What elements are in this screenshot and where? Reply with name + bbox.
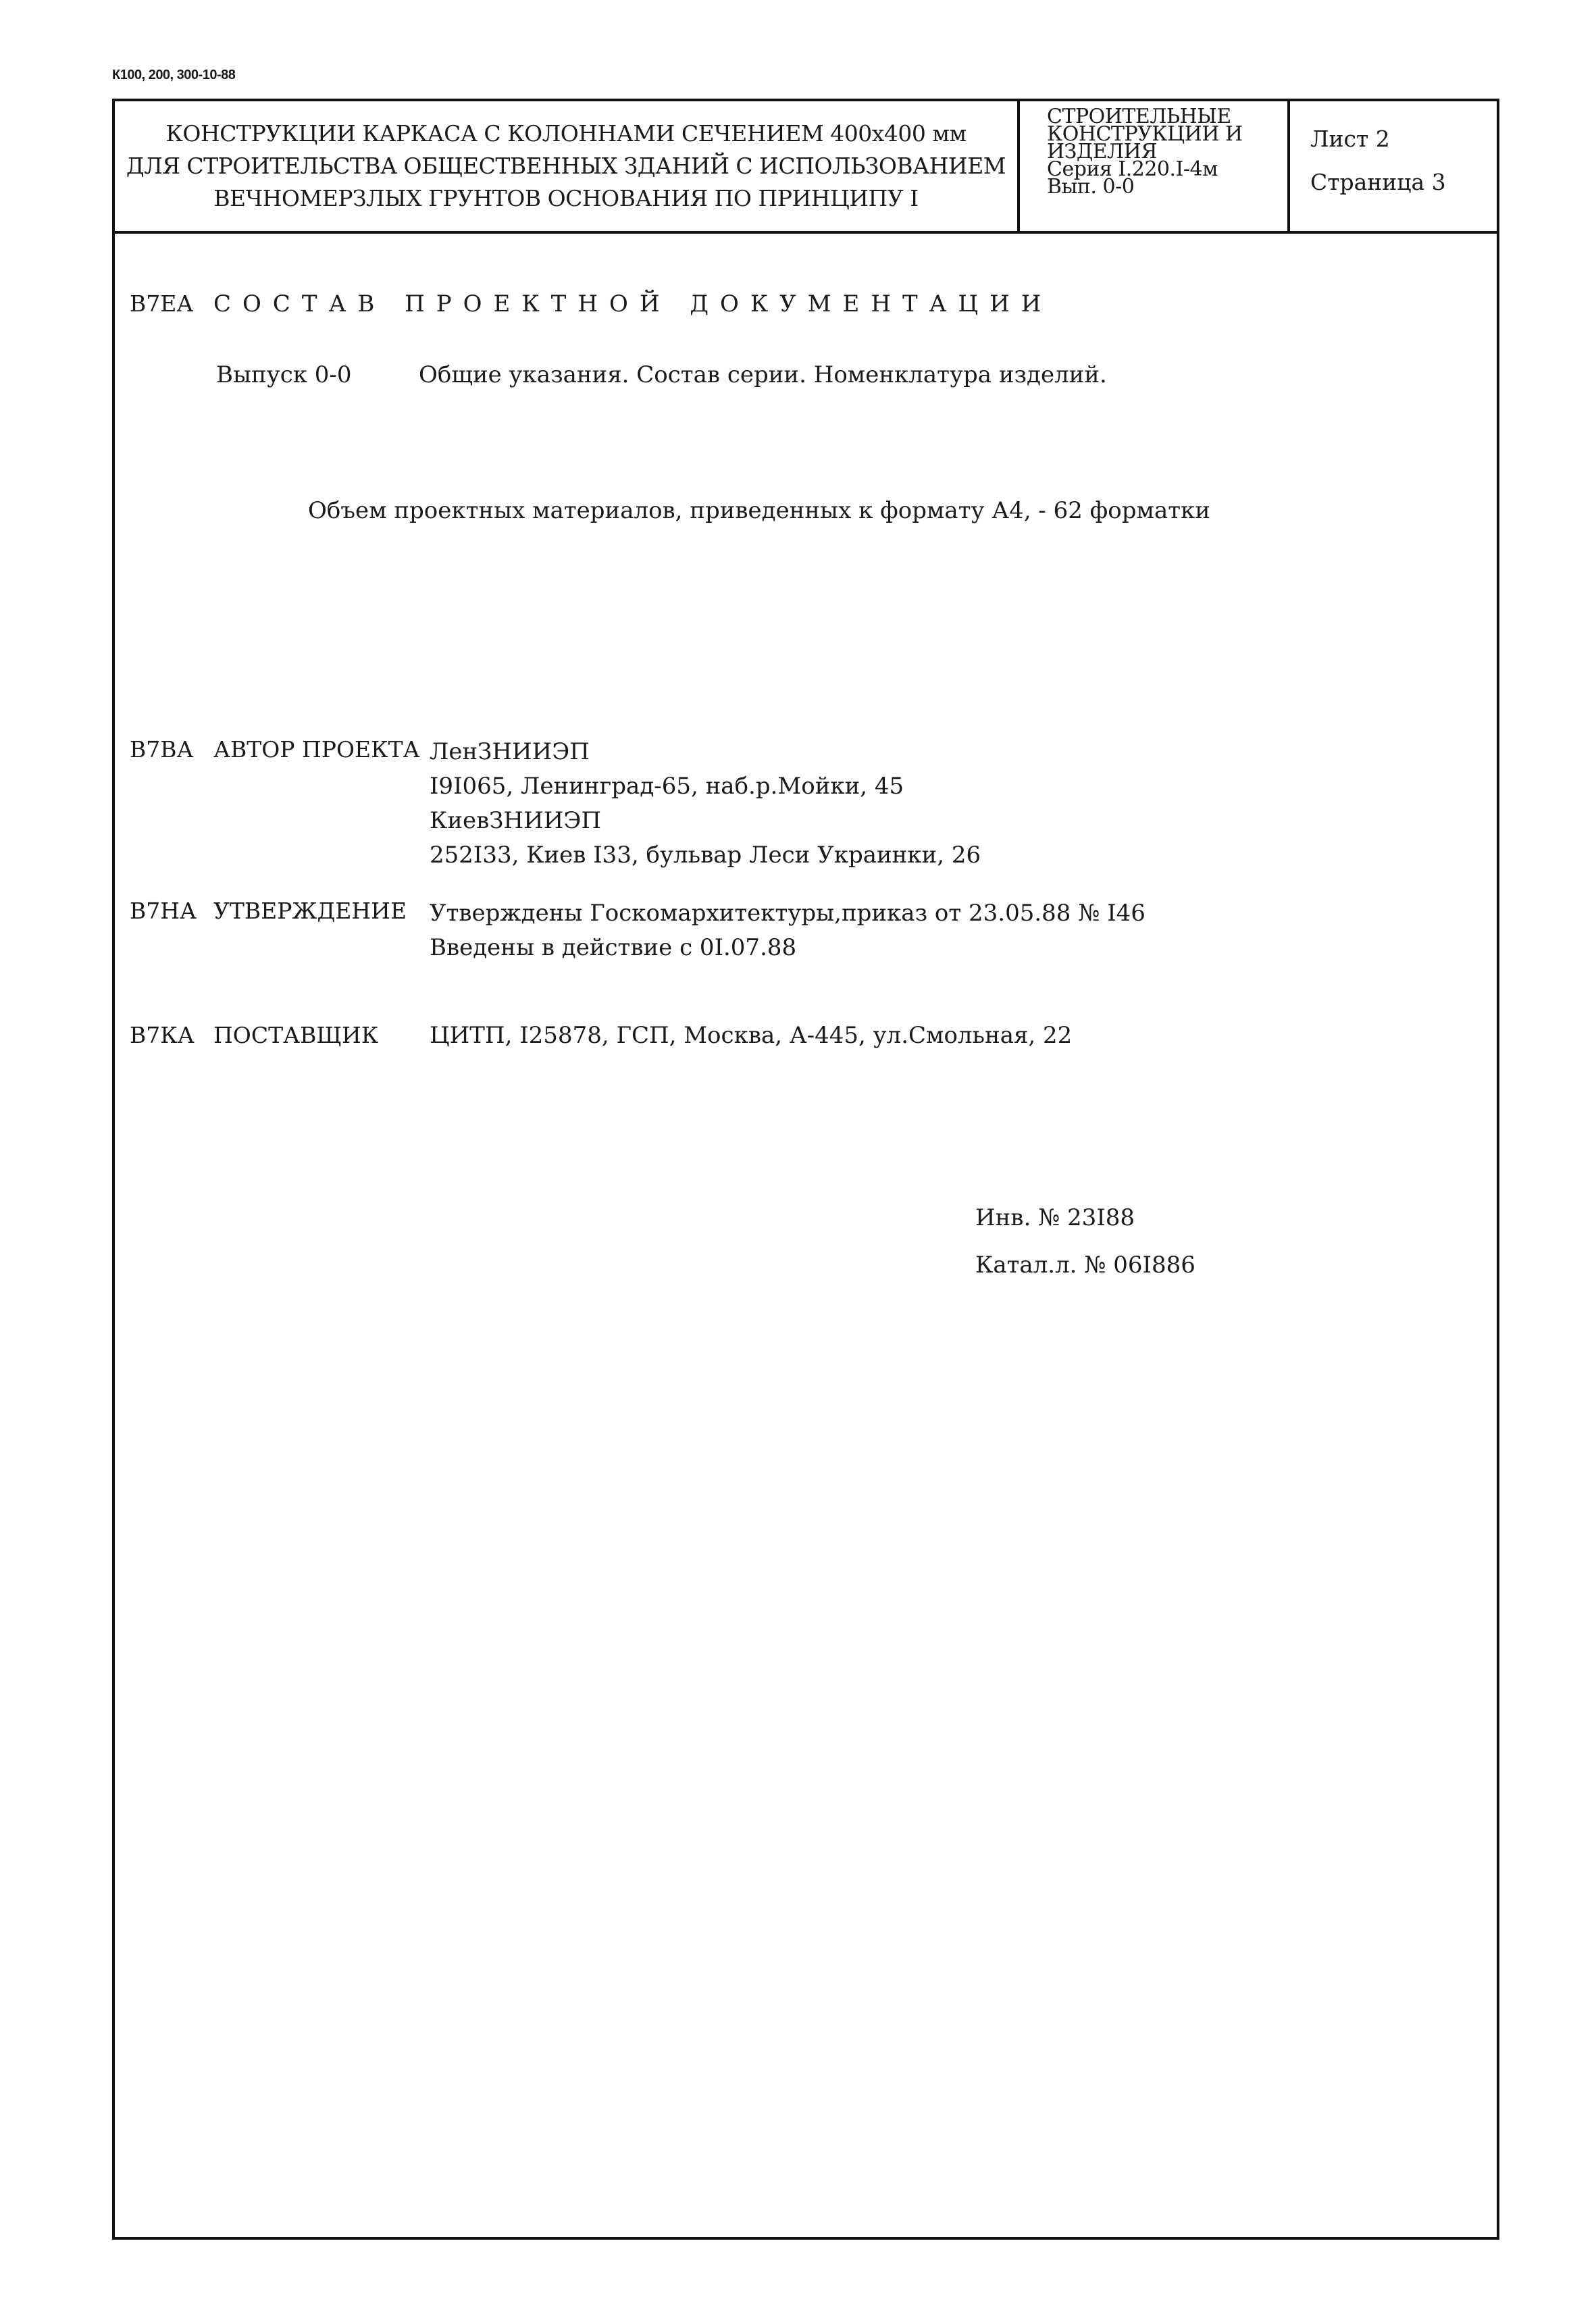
sheet-number: Лист 2 <box>1310 126 1390 152</box>
title-block-sheet <box>1290 101 1497 231</box>
title-block-title <box>115 101 1020 231</box>
document-code: К100, 200, 300-10-88 <box>112 68 236 82</box>
author-details <box>430 735 981 873</box>
supplier-text: ЦИТП, I25878, ГСП, Москва, А-445, ул.Смольная, 22 <box>430 1022 1073 1049</box>
approval-line: Введены в действие с 0I.07.88 <box>430 934 797 961</box>
author-label: АВТОР ПРОЕКТА <box>213 736 420 763</box>
title-line: КОНСТРУКЦИИ КАРКАСА С КОЛОННАМИ СЕЧЕНИЕМ 400х400 мм <box>165 120 967 147</box>
author-code: В7ВА <box>130 736 194 763</box>
author-line: 252I33, Киев I33, бульвар Леси Украинки, 26 <box>430 842 981 869</box>
supplier-code: В7КА <box>130 1022 195 1048</box>
series-line: Серия I.220.I-4м <box>1047 157 1218 181</box>
series-line: СТРОИТЕЛЬНЫЕ <box>1047 105 1231 128</box>
title-block <box>115 101 1497 234</box>
series-line: КОНСТРУКЦИИ И <box>1047 122 1243 146</box>
series-line: Вып. 0-0 <box>1047 175 1135 199</box>
document-frame <box>112 99 1499 2240</box>
issue-label: Выпуск 0-0 <box>216 361 352 388</box>
approval-line: Утверждены Госкомархитектуры,приказ от 23.05.88 № I46 <box>430 900 1145 927</box>
author-line: I9I065, Ленинград-65, наб.р.Мойки, 45 <box>430 773 904 800</box>
series-line: ИЗДЕЛИЯ <box>1047 140 1158 163</box>
composition-code: В7ЕА <box>130 290 194 317</box>
volume-text: Объем проектных материалов, приведенных к формату А4, - 62 форматки <box>308 497 1210 524</box>
author-line: ЛенЗНИИЭП <box>430 738 590 765</box>
title-block-series <box>1020 101 1290 231</box>
title-line: ВЕЧНОМЕРЗЛЫХ ГРУНТОВ ОСНОВАНИЯ ПО ПРИНЦИПУ I <box>213 185 919 211</box>
composition-heading: СОСТАВ ПРОЕКТНОЙ ДОКУМЕНТАЦИИ <box>213 290 1053 317</box>
page-number: Страница 3 <box>1310 169 1446 195</box>
catalog-number: Катал.л. № 06I886 <box>975 1252 1195 1279</box>
supplier-label: ПОСТАВЩИК <box>213 1022 379 1048</box>
title-line: ДЛЯ СТРОИТЕЛЬСТВА ОБЩЕСТВЕННЫХ ЗДАНИЙ С ИСПОЛЬЗОВАНИЕМ <box>126 153 1006 179</box>
approval-label: УТВЕРЖДЕНИЕ <box>213 898 407 924</box>
approval-code: В7НА <box>130 898 197 924</box>
approval-details <box>430 896 1145 965</box>
issue-text: Общие указания. Состав серии. Номенклатура изделий. <box>419 361 1107 388</box>
author-line: КиевЗНИИЭП <box>430 807 602 834</box>
inventory-number: Инв. № 23I88 <box>975 1204 1135 1231</box>
